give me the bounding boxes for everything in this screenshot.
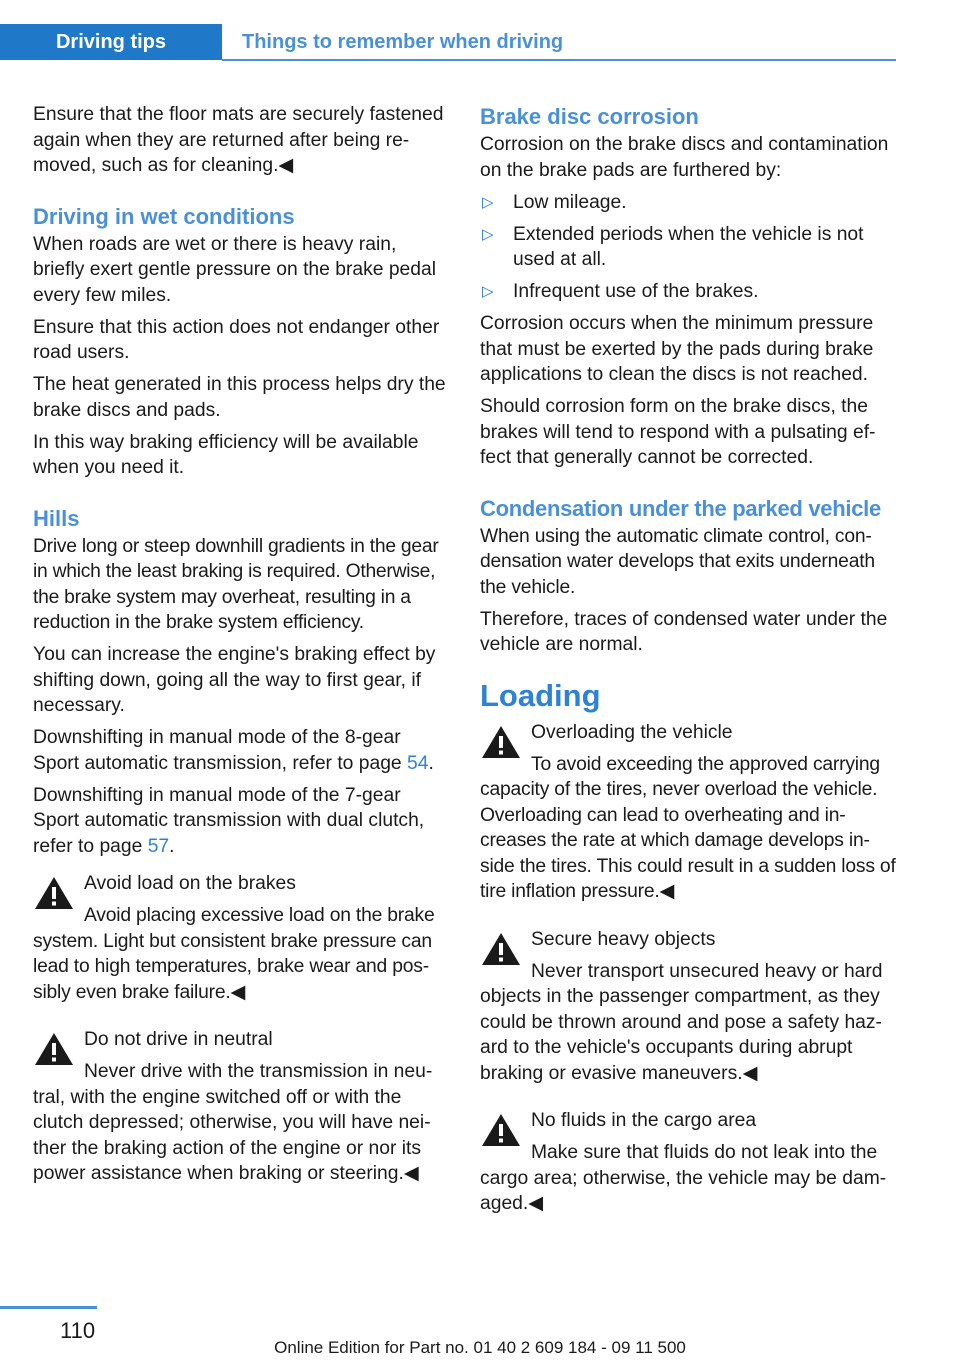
condensation-paragraph-2: Therefore, traces of condensed water under the vehicle are normal. bbox=[480, 608, 888, 655]
list-item-text: Infrequent use of the brakes. bbox=[513, 281, 759, 302]
warning-title: Overloading the vehicle bbox=[531, 721, 733, 743]
list-item-text: Extended periods when the vehicle is not used at all. bbox=[513, 223, 864, 270]
warning-text: Make sure that fluids do not leak into the cargo area; otherwise, the vehicle may be dam‐aged.◀ bbox=[480, 1142, 887, 1214]
page-header bbox=[0, 24, 896, 62]
chapter-title: Things to remember when driving bbox=[242, 31, 564, 53]
section-tab: Driving tips bbox=[0, 24, 222, 60]
bullet-icon: ▷ bbox=[482, 225, 494, 243]
hills-paragraph-4 bbox=[33, 783, 449, 860]
list-item bbox=[480, 279, 896, 305]
header-rule bbox=[222, 59, 896, 61]
hills-paragraph-3 bbox=[33, 725, 449, 776]
wet-paragraph-2: Ensure that this action does not endanger other road users. bbox=[33, 316, 440, 363]
brake-corrosion-heading: Brake disc corrosion bbox=[480, 104, 699, 129]
warning-triangle-icon bbox=[480, 1111, 522, 1149]
hills-paragraph-1: Drive long or steep downhill gradients in the gear in which the least braking is required. Otherwise, the brake system may overheat, resulting in a reduction in the brake system efficiency. bbox=[33, 535, 439, 633]
intro-paragraph: Ensure that the floor mats are securely fastened again when they are returned after being re‐moved, such as for cleaning.◀ bbox=[33, 104, 444, 176]
warning-text: Never drive with the transmission in neu‐tral, with the engine switched off or with the clutch depressed; otherwise, you will have nei‐ther the braking action of the engine or nor its power assistance when braking or steering.◀ bbox=[33, 1061, 433, 1184]
list-item-text: Low mileage. bbox=[513, 191, 627, 213]
hills-paragraph-2: You can increase the engine's braking effect by shifting down, going all the way to first gear, if necessary. bbox=[33, 644, 436, 716]
warning-triangle-icon bbox=[480, 930, 522, 968]
footer-rule bbox=[0, 1306, 97, 1309]
corrosion-paragraph-1: Corrosion on the brake discs and contamination on the brake pads are furthered by: bbox=[480, 134, 889, 181]
warning-cargo-fluids bbox=[480, 1108, 896, 1217]
condensation-heading: Condensation under the parked vehicle bbox=[480, 495, 881, 521]
condensation-paragraph-1: When using the automatic climate control, con‐densation water develops that exits underneath the vehicle. bbox=[480, 525, 875, 598]
bullet-icon: ▷ bbox=[482, 193, 494, 211]
right-column bbox=[480, 102, 896, 1223]
edition-note: Online Edition for Part no. 01 40 2 609 184 - 09 11 500 bbox=[274, 1338, 686, 1357]
loading-heading: Loading bbox=[480, 677, 601, 713]
wet-paragraph-3: The heat generated in this process helps dry the brake discs and pads. bbox=[33, 374, 446, 421]
warning-title: Do not drive in neutral bbox=[84, 1029, 273, 1050]
corrosion-factors-list bbox=[480, 190, 896, 305]
warning-triangle-icon bbox=[33, 1030, 75, 1068]
warning-heavy-objects bbox=[480, 927, 896, 1087]
page-link-57[interactable]: 57 bbox=[147, 835, 170, 857]
hills-paragraph-4-end: . bbox=[169, 835, 175, 857]
warning-text: Avoid placing excessive load on the brake system. Light but consistent brake pressure can lead to high temperatures, brake wear and pos‐sibly even brake failure.◀ bbox=[33, 905, 435, 1003]
warning-brake-load bbox=[33, 871, 449, 1005]
page-link-54[interactable]: 54 bbox=[407, 752, 429, 774]
corrosion-paragraph-2: Corrosion occurs when the minimum pressure that must be exerted by the pads during brake applications to clean the discs is not reached. bbox=[480, 313, 874, 385]
warning-overloading bbox=[480, 720, 896, 905]
hills-heading: Hills bbox=[33, 505, 80, 531]
warning-title: Secure heavy objects bbox=[531, 928, 716, 950]
left-column bbox=[33, 102, 449, 1193]
page-number: 110 bbox=[60, 1318, 96, 1343]
warning-title: No fluids in the cargo area bbox=[531, 1110, 757, 1131]
wet-conditions-heading: Driving in wet conditions bbox=[33, 203, 295, 229]
hills-paragraph-4-text: Downshifting in manual mode of the 7-gear Sport automatic transmission with dual clutch, refer to page bbox=[33, 784, 425, 857]
hills-paragraph-3-end: . bbox=[428, 752, 434, 774]
warning-title: Avoid load on the brakes bbox=[84, 873, 296, 894]
bullet-icon: ▷ bbox=[482, 283, 494, 300]
warning-text: Never transport unsecured heavy or hard objects in the passenger compartment, as they could be thrown around and pose a safety haz‐ard to the vehicle's occupants during abrupt braking or evasive maneuvers.◀ bbox=[480, 960, 883, 1084]
warning-text: To avoid exceeding the approved carrying capacity of the tires, never overload the vehicle. Overloading can lead to overheating and in‐creases the rate at which damage develops in‐side the tires. This could result in a sudden loss of tire inflation pressure.◀ bbox=[480, 753, 896, 902]
list-item bbox=[480, 222, 896, 273]
list-item bbox=[480, 190, 896, 216]
warning-triangle-icon bbox=[480, 723, 522, 761]
wet-paragraph-1: When roads are wet or there is heavy rain, briefly exert gentle pressure on the brake pedal every few miles. bbox=[33, 233, 437, 306]
corrosion-paragraph-3: Should corrosion form on the brake discs, the brakes will tend to respond with a pulsating ef‐fect that generally cannot be corrected. bbox=[480, 396, 876, 468]
hills-paragraph-3-text: Downshifting in manual mode of the 8-gear Sport automatic transmission, refer to page bbox=[33, 727, 408, 774]
warning-neutral bbox=[33, 1027, 449, 1187]
warning-triangle-icon bbox=[33, 874, 75, 912]
wet-paragraph-4: In this way braking efficiency will be available when you need it. bbox=[33, 431, 419, 478]
